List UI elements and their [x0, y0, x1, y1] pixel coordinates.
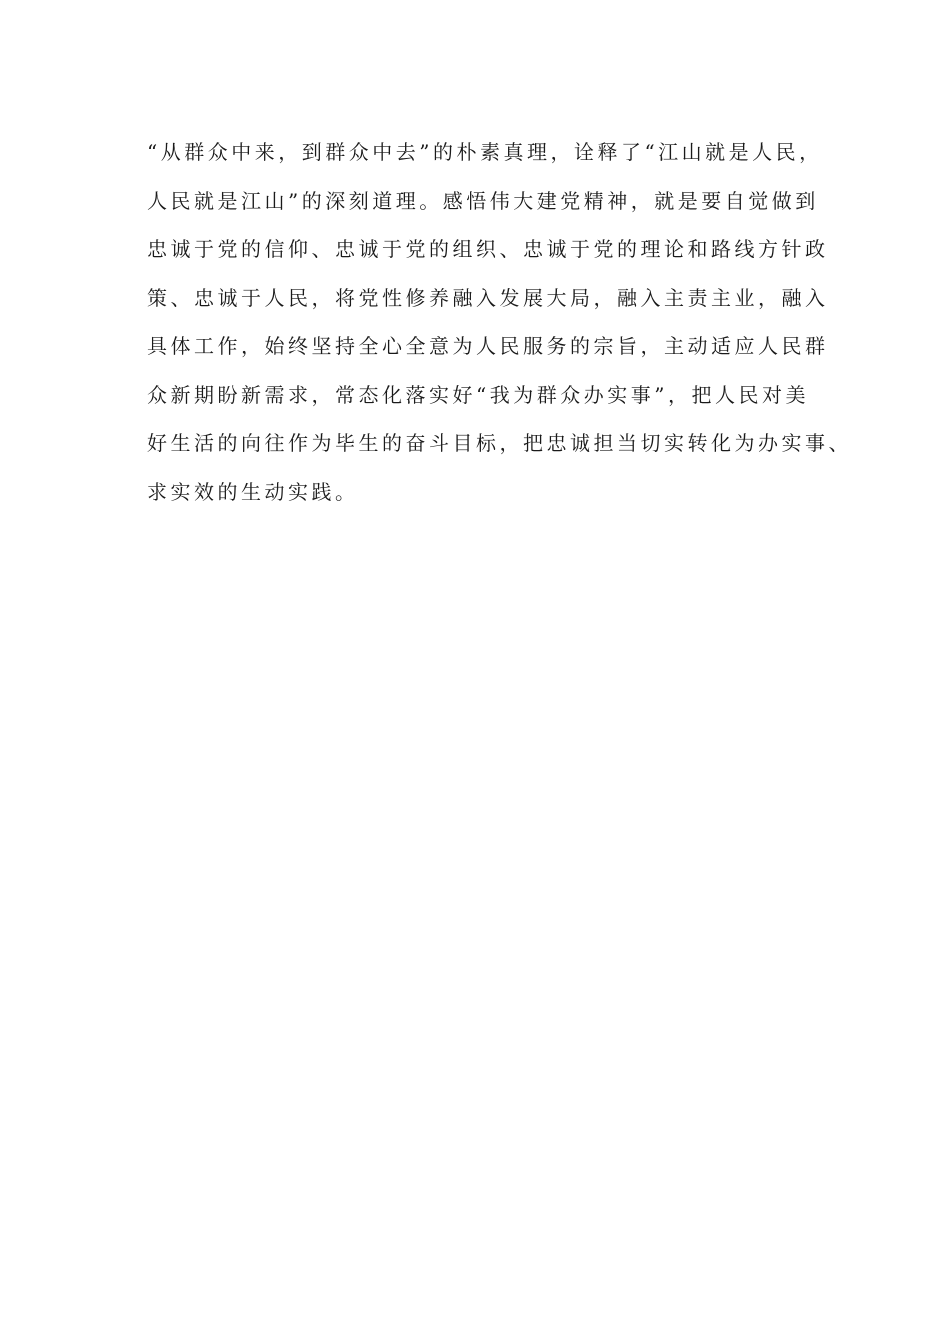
paragraph-line: 好生活的向往作为毕生的奋斗目标，把忠诚担当切实转化为办实事、 [147, 431, 852, 455]
paragraph-line: 求实效的生动实践。 [147, 479, 359, 504]
paragraph-line: 具体工作，始终坚持全心全意为人民服务的宗旨，主动适应人民群 [147, 334, 829, 358]
paragraph-line: 忠诚于党的信仰、忠诚于党的组织、忠诚于党的理论和路线方针政 [147, 237, 829, 261]
paragraph-line: 策、忠诚于人民，将党性修养融入发展大局，融入主责主业，融入 [147, 285, 829, 310]
paragraph-line: 人民就是江山”的深刻道理。感悟伟大建党精神，就是要自觉做到 [147, 188, 819, 213]
body-paragraph [147, 128, 852, 516]
paragraph-line: “从群众中来，到群众中去”的朴素真理，诠释了“江山就是人民， [147, 140, 823, 164]
paragraph-line: 众新期盼新需求，常态化落实好“我为群众办实事”，把人民对美 [147, 382, 809, 407]
